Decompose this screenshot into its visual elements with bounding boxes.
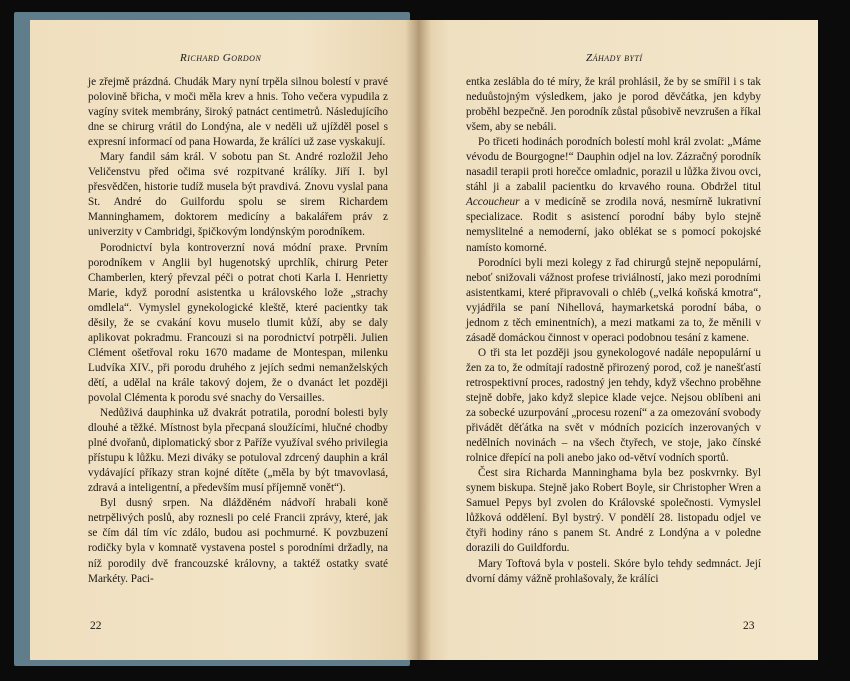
running-head-left: Richard Gordon (180, 52, 262, 64)
left-page (30, 20, 418, 660)
paragraph: Mary fandil sám král. V sobotu pan St. André rozložil Jeho Veličenstvu před očima své rozpitvané králíky. Jiří I. byl přesvědčen, historie tudíž musela být pravdivá. Znovu vyslal pana St. André do Guilfordu spolu se sirem Richardem Manninghamem, doktorem medicíny a bakalářem práv z univerzity v Cambridgi, špičkovým londýnským porodníkem. (88, 151, 388, 239)
page-number-left: 22 (90, 620, 102, 632)
paragraph: Porodnictví byla kontroverzní nová módní praxe. Prvním porodníkem v Anglii byl hugenotský uprchlík, chirurg Peter Chamberlen, který převzal péči o potrat choti Karla I. Henrietty Marie, když porodní asistentka u královského lože „strachy omdlela“. Vymyslel gynekologické kleště, které pacientky tak děsily, že se cvakání kovu muselo tlumit kůží, aby se daly aplikovat pokradmu. Francouzi si na porodnictví potrpěli. Julien Clément ošetřoval roku 1670 madame de Montespan, milenku Ludvíka XIV., při porodu druhého z jejích sedmi nemanželských dětí, a udělal na krále takový dojem, že o dvanáct let později povolal Clémenta k porodu své snachy do Versailles. (88, 241, 388, 404)
book-gutter (405, 20, 431, 660)
paragraph: Nedůživá dauphinka už dvakrát potratila, porodní bolesti byly dlouhé a těžké. Místnost byla přecpaná sloužícími, hlučné chodby plné dvořanů, diplomatický sbor z Paříže využíval svého privilegia přístupu k lůžku. Mezi diváky se potuloval zdrcený dauphin a král vydávající příkazy stran kojné dítěte („měla by být tmavovlasá, zdravá a inteligentní, a především musí příjemně vonět“). (88, 407, 388, 495)
right-page (418, 20, 818, 660)
paragraph: Byl dusný srpen. Na dlážděném nádvoří hrabali koně netrpělivých poslů, aby roznesli po celé Francii zprávy, které, jak se čím dál tím víc zdálo, budou asi pochmurné. K povzbuzení rodičky byla v komnatě vystavena postel s porodními držadly, na níž porodily dvě francouzské královny, a taktéž ostatky svaté Markéty. Paci- (88, 497, 388, 585)
page-number-right: 23 (743, 620, 755, 632)
paragraph: je zřejmě prázdná. Chudák Mary nyní trpěla silnou bolestí v pravé polovině břicha, v moči měla krev a hnis. Toho večera vypudila z vagíny svitek membrány, široký patnáct centimetrů. Následujícího dne se chirurg vrátil do Londýna, ale v neděli už ujížděl posel s expresní informací od pana Howarda, že králíci už zase vyskakují. (88, 76, 388, 149)
paragraph: Porodníci byli mezi kolegy z řad chirurgů stejně nepopulární, neboť snižovali vážnost profese triviálností, jako mezi porodními asistentkami, které připravovali o chléb („velká koňská kmotra“, vyjádřila se paní Nihellová, haymarketská porodní bába, o jednom z těch eminentních), a mezi matkami za to, že měnili v zásadě domáckou činnost v operaci podobnou tesání z kamene. (466, 256, 761, 344)
left-page-text (88, 75, 388, 587)
paragraph: Po třiceti hodinách porodních bolestí mohl král zvolat: „Máme vévodu de Bourgogne!“ Dauphin odjel na lov. Zázračný porodník nasadil terapii proti horečce omladnic, porazil u lůžka živou ovci, stáhl ji a zabalil pacientku do krvavého rouna. Obdržel titul Accoucheur a v medicíně se zrodila nová, nesmírně lukrativní specializace. Rodit s asistencí porodní báby bylo stejně nemyslitelné a nemoderní, jako oblékat se s pomocí pokojské namísto komorné. (466, 136, 761, 254)
paragraph: Čest sira Richarda Manninghama byla bez poskvrnky. Byl synem biskupa. Stejně jako Robert Boyle, sir Christopher Wren a Samuel Pepys byl zvolen do Královské společnosti. Vymyslel lůžková oddělení. Byl bystrý. V pondělí 28. listopadu odjel ve čtyři hodiny ráno s panem St. André z Londýna a v poledne dorazili do Guildfordu. (466, 467, 761, 555)
running-head-right: Záhady bytí (586, 52, 643, 64)
paragraph: Mary Toftová byla v posteli. Skóre bylo tehdy sedmnáct. Její dvorní dámy vážně prohlašovaly, že králíci (466, 557, 761, 585)
right-page-text (466, 75, 761, 587)
paragraph: entka zeslábla do té míry, že král prohlásil, že by se smířil i s tak neduůstojným výsledkem, jako je porod děvčátka, jen kdyby proběhl bezpečně. Jen porodník zůstal působivě nevzrušen a říkal všem, aby se nebáli. (466, 76, 761, 134)
paragraph: O tři sta let později jsou gynekologové nadále nepopulární u žen za to, že odmítají radostně přirozený porod, což je nanešťastí retrospektivní proces, radostný jen tehdy, když všechno proběhne stejně dobře, jako když slepice klade vejce. Nejsou oblíbeni ani za sobecké uzurpování „procesu rození“ a za omezování svobody přivádět děťátka na svět v módních pozicích inzerovaných v nedělních novinách – na všech čtyřech, ve stoje, jako čínské rolnice dřepící na poli anebo jako od-větví vodních sportů. (466, 346, 761, 465)
italic-term: Accoucheur (466, 196, 520, 209)
